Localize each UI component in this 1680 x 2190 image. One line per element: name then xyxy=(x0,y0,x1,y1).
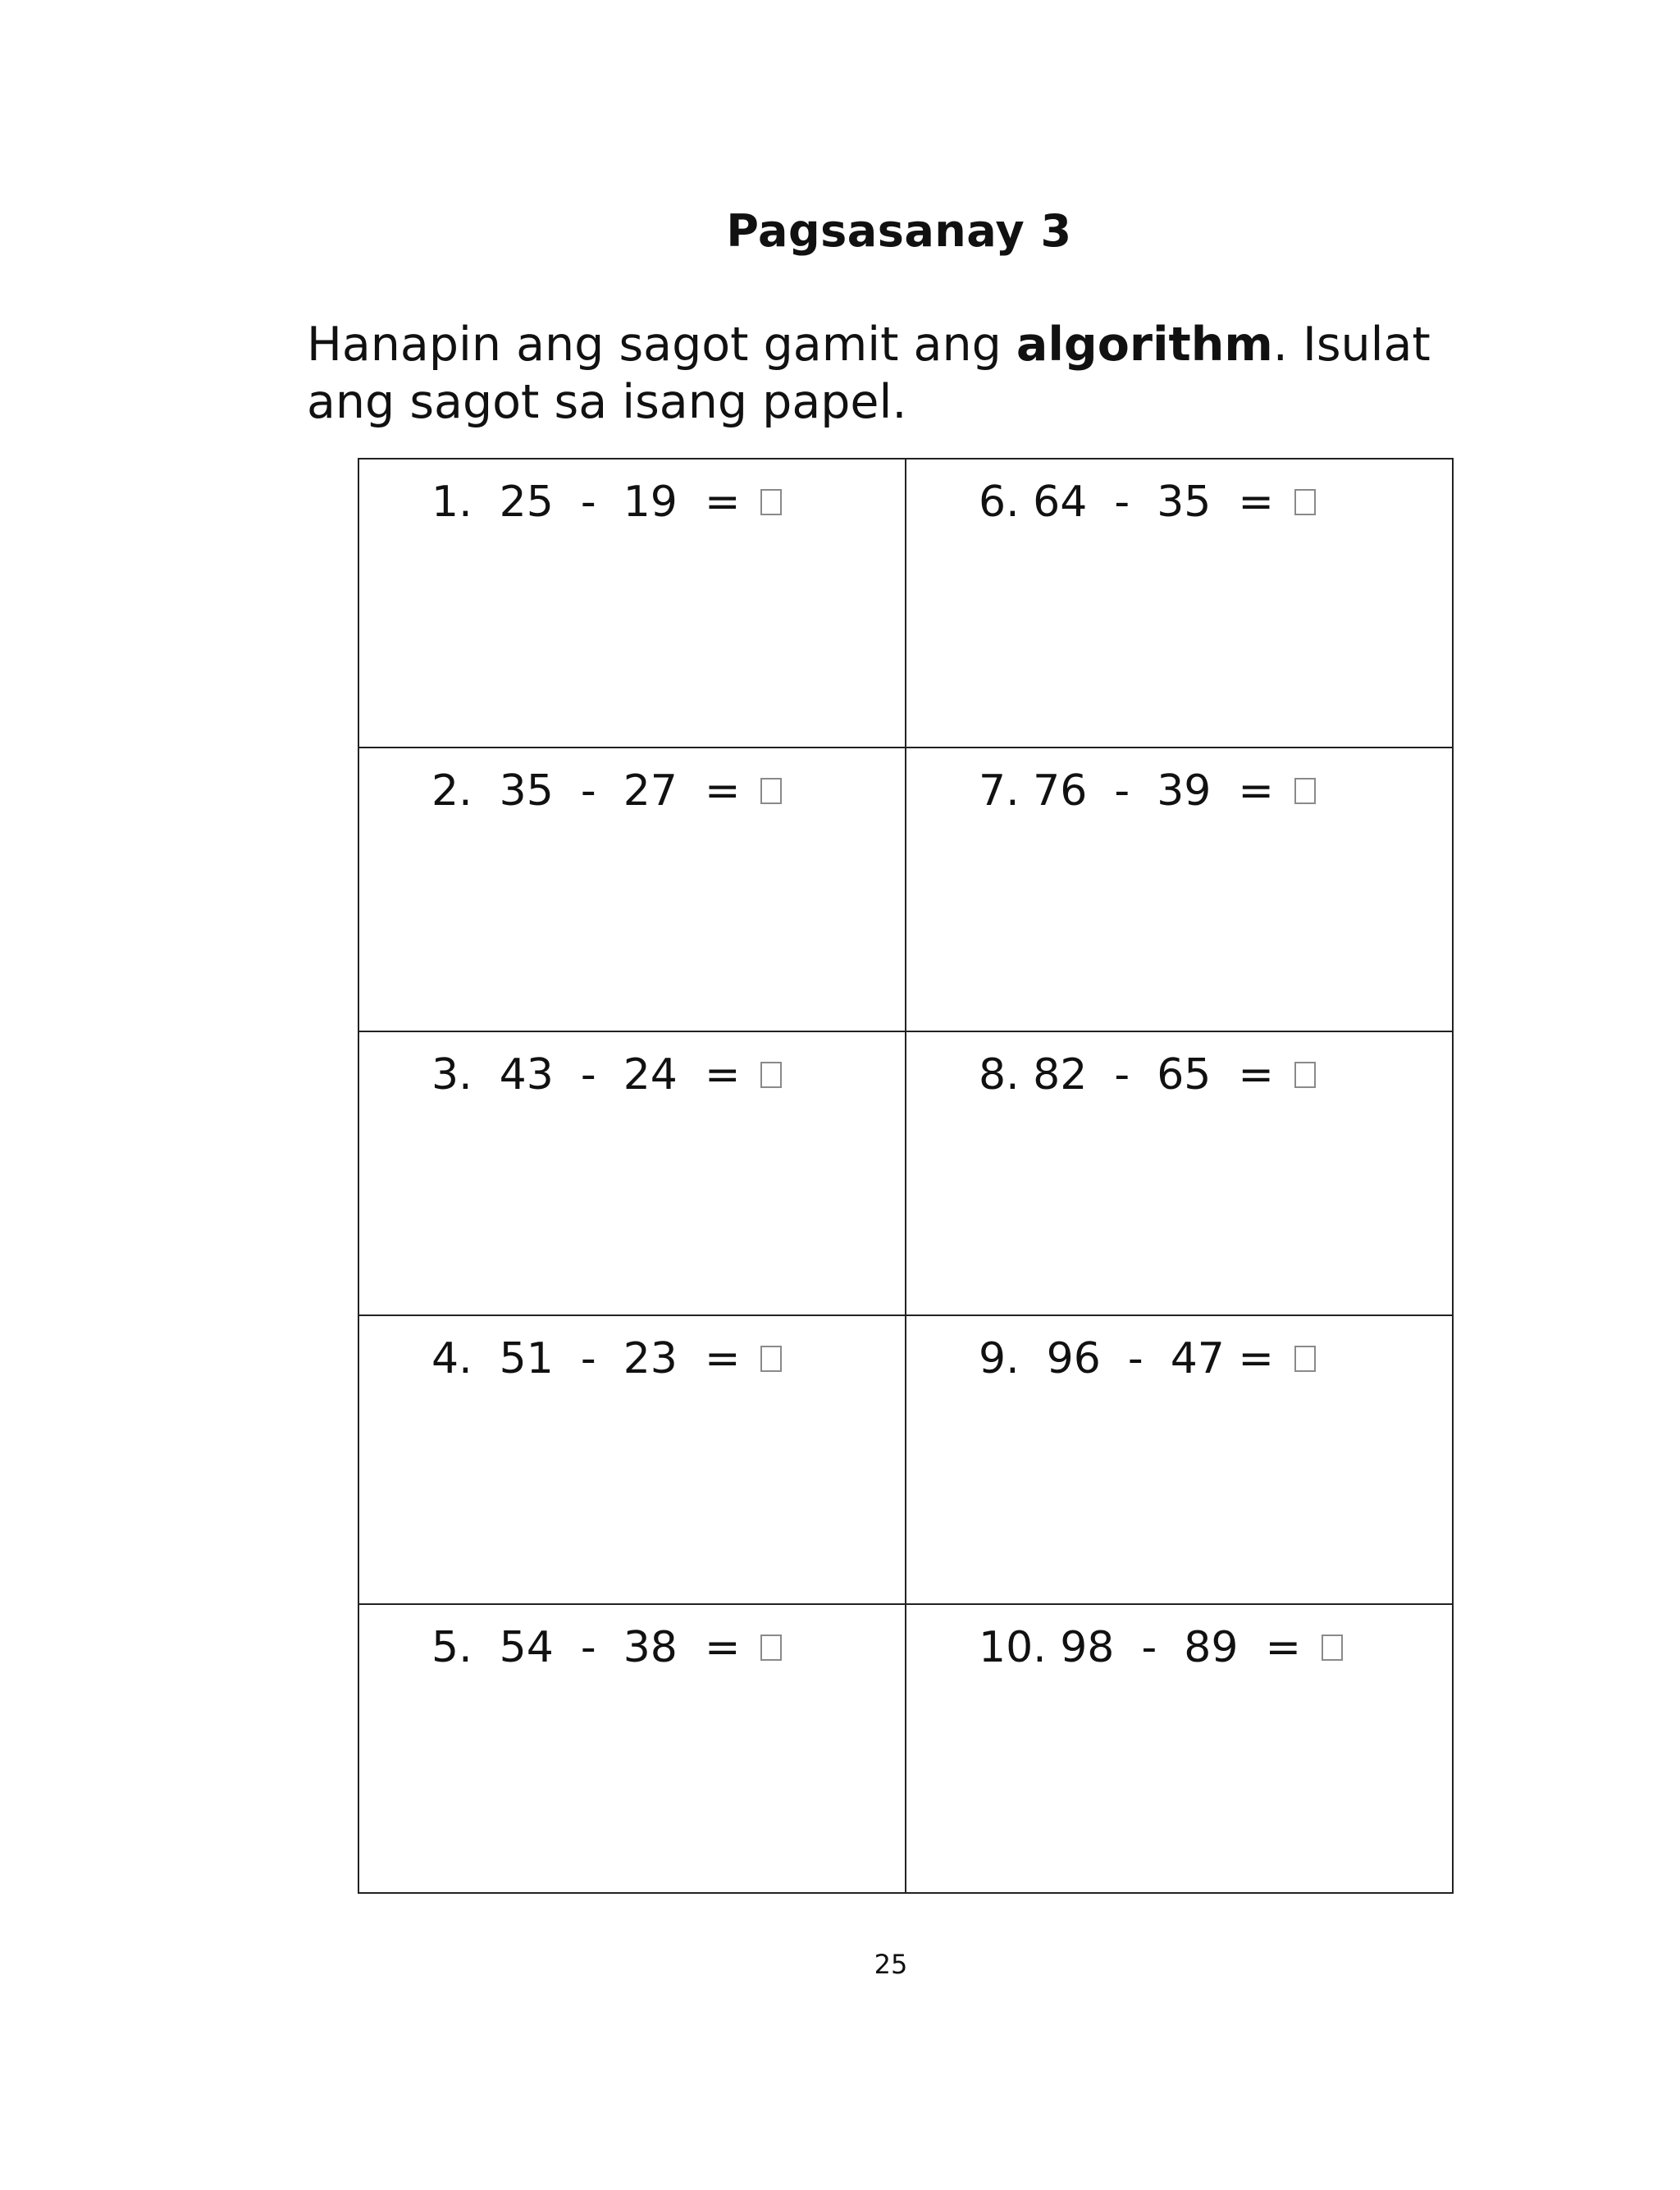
instructions-bold-term: algorithm xyxy=(1016,318,1273,372)
problem-text: 6. 64 - 35 = xyxy=(979,478,1288,527)
instructions xyxy=(307,316,1472,431)
answer-box[interactable] xyxy=(1294,489,1316,515)
page-title: Pagsasanay 3 xyxy=(726,205,1072,257)
problem-item xyxy=(979,1334,1316,1383)
page-number: 25 xyxy=(874,1949,908,1980)
answer-box[interactable] xyxy=(1294,778,1316,804)
answer-box[interactable] xyxy=(1294,1062,1316,1088)
instructions-text-after: . Isulat ang sagot sa isang papel. xyxy=(307,318,1431,429)
problem-item xyxy=(431,766,782,816)
problem-item xyxy=(979,1050,1316,1100)
problem-item xyxy=(979,766,1316,816)
problem-text: 2. 35 - 27 = xyxy=(431,766,755,816)
problem-item xyxy=(431,478,782,527)
answer-box[interactable] xyxy=(760,1634,782,1661)
problem-item xyxy=(979,1623,1343,1672)
answer-box[interactable] xyxy=(1294,1346,1316,1372)
problem-text: 3. 43 - 24 = xyxy=(431,1050,755,1100)
problem-text: 7. 76 - 39 = xyxy=(979,766,1288,816)
problem-cell xyxy=(358,1031,906,1315)
problem-text: 4. 51 - 23 = xyxy=(431,1334,755,1383)
problem-grid xyxy=(358,458,1454,1894)
problem-cell xyxy=(906,1315,1453,1604)
instructions-text-before: Hanapin ang sagot gamit ang xyxy=(307,318,1016,372)
problem-cell xyxy=(906,1604,1453,1893)
problem-text: 1. 25 - 19 = xyxy=(431,478,755,527)
problem-cell xyxy=(358,748,906,1031)
problem-cell xyxy=(358,1604,906,1893)
answer-box[interactable] xyxy=(760,778,782,804)
problem-item xyxy=(431,1623,782,1672)
answer-box[interactable] xyxy=(760,1346,782,1372)
answer-box[interactable] xyxy=(760,489,782,515)
problem-text: 5. 54 - 38 = xyxy=(431,1623,755,1672)
problem-text: 9. 96 - 47 = xyxy=(979,1334,1288,1383)
problem-cell xyxy=(906,748,1453,1031)
problem-item xyxy=(979,478,1316,527)
problem-text: 8. 82 - 65 = xyxy=(979,1050,1288,1100)
problem-item xyxy=(431,1334,782,1383)
problem-cell xyxy=(358,459,906,748)
problem-cell xyxy=(906,459,1453,748)
problem-text: 10. 98 - 89 = xyxy=(979,1623,1315,1672)
problem-item xyxy=(431,1050,782,1100)
problem-cell xyxy=(358,1315,906,1604)
answer-box[interactable] xyxy=(1322,1634,1343,1661)
problem-cell xyxy=(906,1031,1453,1315)
answer-box[interactable] xyxy=(760,1062,782,1088)
